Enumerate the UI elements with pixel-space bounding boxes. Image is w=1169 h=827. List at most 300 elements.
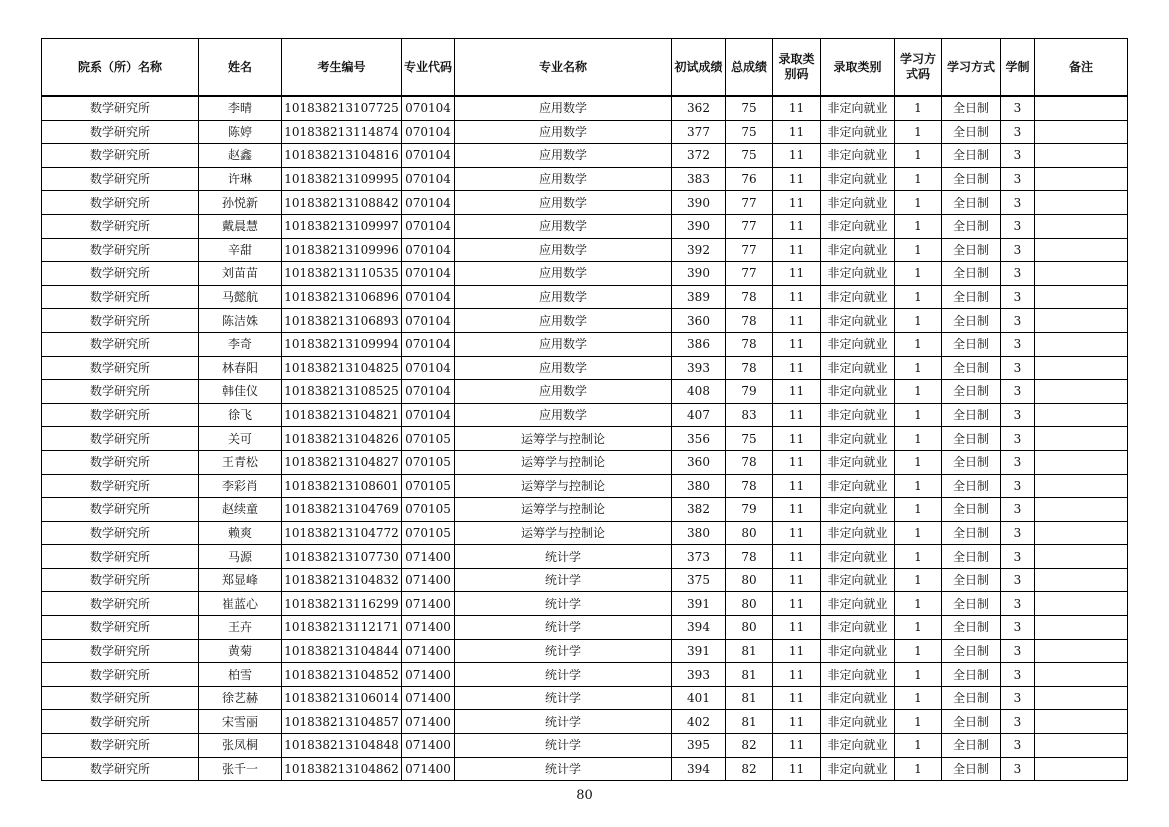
department-cell: 数学研究所 bbox=[42, 332, 199, 356]
study-mode-code-cell: 1 bbox=[895, 167, 942, 191]
candidate-id-cell: 101838213104848 bbox=[282, 734, 402, 758]
candidate-id-cell: 101838213106014 bbox=[282, 686, 402, 710]
total-score-cell: 81 bbox=[726, 686, 773, 710]
duration-cell: 3 bbox=[1001, 191, 1035, 215]
remarks-cell bbox=[1035, 545, 1128, 569]
study-mode-cell: 全日制 bbox=[942, 545, 1001, 569]
major-code-cell: 071400 bbox=[402, 639, 455, 663]
candidate-id-cell: 101838213104844 bbox=[282, 639, 402, 663]
name-cell: 马源 bbox=[199, 545, 282, 569]
study-mode-cell: 全日制 bbox=[942, 285, 1001, 309]
total-score-cell: 76 bbox=[726, 167, 773, 191]
col-header-duration: 学制 bbox=[1001, 39, 1035, 97]
admission-type-cell: 非定向就业 bbox=[821, 96, 895, 120]
major-name-cell: 应用数学 bbox=[455, 144, 672, 168]
department-cell: 数学研究所 bbox=[42, 120, 199, 144]
admission-type-code-cell: 11 bbox=[773, 663, 821, 687]
admission-type-cell: 非定向就业 bbox=[821, 710, 895, 734]
name-cell: 孙悦新 bbox=[199, 191, 282, 215]
total-score-cell: 75 bbox=[726, 427, 773, 451]
major-name-cell: 应用数学 bbox=[455, 262, 672, 286]
major-code-cell: 070104 bbox=[402, 214, 455, 238]
total-score-cell: 75 bbox=[726, 96, 773, 120]
study-mode-cell: 全日制 bbox=[942, 403, 1001, 427]
admission-type-cell: 非定向就业 bbox=[821, 380, 895, 404]
col-header-candidate-id: 考生编号 bbox=[282, 39, 402, 97]
admission-type-cell: 非定向就业 bbox=[821, 616, 895, 640]
admission-type-cell: 非定向就业 bbox=[821, 144, 895, 168]
major-name-cell: 统计学 bbox=[455, 663, 672, 687]
total-score-cell: 80 bbox=[726, 616, 773, 640]
admission-type-code-cell: 11 bbox=[773, 238, 821, 262]
duration-cell: 3 bbox=[1001, 545, 1035, 569]
duration-cell: 3 bbox=[1001, 450, 1035, 474]
study-mode-code-cell: 1 bbox=[895, 521, 942, 545]
duration-cell: 3 bbox=[1001, 521, 1035, 545]
total-score-cell: 77 bbox=[726, 214, 773, 238]
remarks-cell bbox=[1035, 616, 1128, 640]
remarks-cell bbox=[1035, 191, 1128, 215]
study-mode-cell: 全日制 bbox=[942, 592, 1001, 616]
admission-type-cell: 非定向就业 bbox=[821, 309, 895, 333]
major-name-cell: 运筹学与控制论 bbox=[455, 521, 672, 545]
table-row bbox=[42, 734, 1128, 758]
duration-cell: 3 bbox=[1001, 144, 1035, 168]
department-cell: 数学研究所 bbox=[42, 639, 199, 663]
admission-type-cell: 非定向就业 bbox=[821, 474, 895, 498]
admission-type-cell: 非定向就业 bbox=[821, 568, 895, 592]
table-row bbox=[42, 120, 1128, 144]
study-mode-cell: 全日制 bbox=[942, 144, 1001, 168]
remarks-cell bbox=[1035, 120, 1128, 144]
candidate-id-cell: 101838213104816 bbox=[282, 144, 402, 168]
initial-score-cell: 375 bbox=[672, 568, 726, 592]
duration-cell: 3 bbox=[1001, 380, 1035, 404]
admission-type-code-cell: 11 bbox=[773, 380, 821, 404]
major-name-cell: 统计学 bbox=[455, 616, 672, 640]
name-cell: 马懿航 bbox=[199, 285, 282, 309]
page-number: 80 bbox=[576, 788, 593, 803]
admission-type-code-cell: 11 bbox=[773, 403, 821, 427]
col-header-major-name: 专业名称 bbox=[455, 39, 672, 97]
remarks-cell bbox=[1035, 474, 1128, 498]
study-mode-cell: 全日制 bbox=[942, 498, 1001, 522]
major-name-cell: 应用数学 bbox=[455, 120, 672, 144]
name-cell: 陈婷 bbox=[199, 120, 282, 144]
duration-cell: 3 bbox=[1001, 167, 1035, 191]
study-mode-code-cell: 1 bbox=[895, 734, 942, 758]
duration-cell: 3 bbox=[1001, 616, 1035, 640]
total-score-cell: 78 bbox=[726, 474, 773, 498]
candidate-id-cell: 101838213104832 bbox=[282, 568, 402, 592]
major-name-cell: 统计学 bbox=[455, 592, 672, 616]
admission-type-code-cell: 11 bbox=[773, 262, 821, 286]
remarks-cell bbox=[1035, 356, 1128, 380]
admission-type-code-cell: 11 bbox=[773, 120, 821, 144]
admission-type-cell: 非定向就业 bbox=[821, 757, 895, 781]
major-code-cell: 070105 bbox=[402, 521, 455, 545]
department-cell: 数学研究所 bbox=[42, 663, 199, 687]
department-cell: 数学研究所 bbox=[42, 474, 199, 498]
study-mode-cell: 全日制 bbox=[942, 309, 1001, 333]
remarks-cell bbox=[1035, 498, 1128, 522]
name-cell: 柏雪 bbox=[199, 663, 282, 687]
remarks-cell bbox=[1035, 710, 1128, 734]
study-mode-cell: 全日制 bbox=[942, 474, 1001, 498]
major-name-cell: 运筹学与控制论 bbox=[455, 498, 672, 522]
major-name-cell: 统计学 bbox=[455, 734, 672, 758]
major-name-cell: 统计学 bbox=[455, 757, 672, 781]
table-row bbox=[42, 285, 1128, 309]
department-cell: 数学研究所 bbox=[42, 238, 199, 262]
admission-type-code-cell: 11 bbox=[773, 450, 821, 474]
study-mode-cell: 全日制 bbox=[942, 332, 1001, 356]
table-row bbox=[42, 427, 1128, 451]
candidate-id-cell: 101838213104827 bbox=[282, 450, 402, 474]
duration-cell: 3 bbox=[1001, 474, 1035, 498]
study-mode-code-cell: 1 bbox=[895, 309, 942, 333]
major-name-cell: 应用数学 bbox=[455, 309, 672, 333]
remarks-cell bbox=[1035, 96, 1128, 120]
study-mode-code-cell: 1 bbox=[895, 757, 942, 781]
duration-cell: 3 bbox=[1001, 710, 1035, 734]
major-name-cell: 统计学 bbox=[455, 639, 672, 663]
table-row bbox=[42, 592, 1128, 616]
major-name-cell: 统计学 bbox=[455, 710, 672, 734]
duration-cell: 3 bbox=[1001, 262, 1035, 286]
department-cell: 数学研究所 bbox=[42, 592, 199, 616]
admission-table bbox=[41, 38, 1128, 781]
admission-type-cell: 非定向就业 bbox=[821, 167, 895, 191]
initial-score-cell: 356 bbox=[672, 427, 726, 451]
major-code-cell: 070105 bbox=[402, 498, 455, 522]
name-cell: 赵续童 bbox=[199, 498, 282, 522]
table-row bbox=[42, 663, 1128, 687]
study-mode-code-cell: 1 bbox=[895, 592, 942, 616]
total-score-cell: 78 bbox=[726, 356, 773, 380]
total-score-cell: 77 bbox=[726, 238, 773, 262]
major-code-cell: 070104 bbox=[402, 262, 455, 286]
study-mode-code-cell: 1 bbox=[895, 262, 942, 286]
major-code-cell: 071400 bbox=[402, 663, 455, 687]
initial-score-cell: 393 bbox=[672, 356, 726, 380]
initial-score-cell: 373 bbox=[672, 545, 726, 569]
total-score-cell: 77 bbox=[726, 191, 773, 215]
major-code-cell: 071400 bbox=[402, 757, 455, 781]
table-row bbox=[42, 356, 1128, 380]
admission-type-cell: 非定向就业 bbox=[821, 238, 895, 262]
study-mode-cell: 全日制 bbox=[942, 380, 1001, 404]
major-code-cell: 070104 bbox=[402, 144, 455, 168]
remarks-cell bbox=[1035, 757, 1128, 781]
admission-type-code-cell: 11 bbox=[773, 734, 821, 758]
total-score-cell: 82 bbox=[726, 734, 773, 758]
remarks-cell bbox=[1035, 262, 1128, 286]
duration-cell: 3 bbox=[1001, 120, 1035, 144]
department-cell: 数学研究所 bbox=[42, 521, 199, 545]
col-header-study-mode: 学习方式 bbox=[942, 39, 1001, 97]
study-mode-cell: 全日制 bbox=[942, 238, 1001, 262]
remarks-cell bbox=[1035, 309, 1128, 333]
major-name-cell: 应用数学 bbox=[455, 191, 672, 215]
remarks-cell bbox=[1035, 734, 1128, 758]
col-header-admission-type: 录取类别 bbox=[821, 39, 895, 97]
major-name-cell: 运筹学与控制论 bbox=[455, 427, 672, 451]
duration-cell: 3 bbox=[1001, 686, 1035, 710]
admission-type-cell: 非定向就业 bbox=[821, 545, 895, 569]
admission-type-code-cell: 11 bbox=[773, 167, 821, 191]
candidate-id-cell: 101838213104825 bbox=[282, 356, 402, 380]
study-mode-cell: 全日制 bbox=[942, 191, 1001, 215]
col-header-name: 姓名 bbox=[199, 39, 282, 97]
candidate-id-cell: 101838213108842 bbox=[282, 191, 402, 215]
study-mode-code-cell: 1 bbox=[895, 639, 942, 663]
major-code-cell: 070105 bbox=[402, 427, 455, 451]
candidate-id-cell: 101838213109996 bbox=[282, 238, 402, 262]
table-row bbox=[42, 380, 1128, 404]
study-mode-code-cell: 1 bbox=[895, 214, 942, 238]
major-code-cell: 070105 bbox=[402, 450, 455, 474]
major-name-cell: 运筹学与控制论 bbox=[455, 474, 672, 498]
name-cell: 徐飞 bbox=[199, 403, 282, 427]
candidate-id-cell: 101838213109994 bbox=[282, 332, 402, 356]
department-cell: 数学研究所 bbox=[42, 167, 199, 191]
initial-score-cell: 382 bbox=[672, 498, 726, 522]
admission-type-code-cell: 11 bbox=[773, 521, 821, 545]
major-code-cell: 070104 bbox=[402, 96, 455, 120]
remarks-cell bbox=[1035, 167, 1128, 191]
initial-score-cell: 390 bbox=[672, 214, 726, 238]
study-mode-cell: 全日制 bbox=[942, 120, 1001, 144]
col-header-remarks: 备注 bbox=[1035, 39, 1128, 97]
name-cell: 关可 bbox=[199, 427, 282, 451]
initial-score-cell: 389 bbox=[672, 285, 726, 309]
admission-type-code-cell: 11 bbox=[773, 498, 821, 522]
study-mode-code-cell: 1 bbox=[895, 356, 942, 380]
candidate-id-cell: 101838213106893 bbox=[282, 309, 402, 333]
study-mode-code-cell: 1 bbox=[895, 285, 942, 309]
department-cell: 数学研究所 bbox=[42, 427, 199, 451]
department-cell: 数学研究所 bbox=[42, 285, 199, 309]
major-code-cell: 070104 bbox=[402, 120, 455, 144]
candidate-id-cell: 101838213104821 bbox=[282, 403, 402, 427]
total-score-cell: 78 bbox=[726, 545, 773, 569]
admission-type-code-cell: 11 bbox=[773, 144, 821, 168]
name-cell: 崔蓝心 bbox=[199, 592, 282, 616]
study-mode-code-cell: 1 bbox=[895, 144, 942, 168]
study-mode-code-cell: 1 bbox=[895, 450, 942, 474]
table-row bbox=[42, 309, 1128, 333]
name-cell: 宋雪丽 bbox=[199, 710, 282, 734]
major-name-cell: 统计学 bbox=[455, 545, 672, 569]
study-mode-code-cell: 1 bbox=[895, 427, 942, 451]
major-name-cell: 应用数学 bbox=[455, 332, 672, 356]
table-row bbox=[42, 710, 1128, 734]
study-mode-code-cell: 1 bbox=[895, 710, 942, 734]
header-row bbox=[42, 39, 1128, 97]
name-cell: 黄菊 bbox=[199, 639, 282, 663]
total-score-cell: 81 bbox=[726, 663, 773, 687]
remarks-cell bbox=[1035, 380, 1128, 404]
admission-type-code-cell: 11 bbox=[773, 427, 821, 451]
admission-type-cell: 非定向就业 bbox=[821, 686, 895, 710]
initial-score-cell: 362 bbox=[672, 96, 726, 120]
department-cell: 数学研究所 bbox=[42, 545, 199, 569]
admission-type-cell: 非定向就业 bbox=[821, 356, 895, 380]
admission-type-cell: 非定向就业 bbox=[821, 285, 895, 309]
study-mode-cell: 全日制 bbox=[942, 568, 1001, 592]
candidate-id-cell: 101838213114874 bbox=[282, 120, 402, 144]
department-cell: 数学研究所 bbox=[42, 616, 199, 640]
remarks-cell bbox=[1035, 450, 1128, 474]
major-name-cell: 应用数学 bbox=[455, 238, 672, 262]
department-cell: 数学研究所 bbox=[42, 710, 199, 734]
department-cell: 数学研究所 bbox=[42, 568, 199, 592]
study-mode-code-cell: 1 bbox=[895, 191, 942, 215]
remarks-cell bbox=[1035, 144, 1128, 168]
study-mode-cell: 全日制 bbox=[942, 96, 1001, 120]
col-header-total-score: 总成绩 bbox=[726, 39, 773, 97]
major-code-cell: 071400 bbox=[402, 710, 455, 734]
candidate-id-cell: 101838213106896 bbox=[282, 285, 402, 309]
major-code-cell: 071400 bbox=[402, 734, 455, 758]
department-cell: 数学研究所 bbox=[42, 734, 199, 758]
name-cell: 赵鑫 bbox=[199, 144, 282, 168]
table-row bbox=[42, 262, 1128, 286]
admission-type-code-cell: 11 bbox=[773, 568, 821, 592]
candidate-id-cell: 101838213110535 bbox=[282, 262, 402, 286]
table-row bbox=[42, 521, 1128, 545]
admission-type-cell: 非定向就业 bbox=[821, 214, 895, 238]
major-name-cell: 运筹学与控制论 bbox=[455, 450, 672, 474]
study-mode-cell: 全日制 bbox=[942, 734, 1001, 758]
duration-cell: 3 bbox=[1001, 498, 1035, 522]
remarks-cell bbox=[1035, 427, 1128, 451]
remarks-cell bbox=[1035, 663, 1128, 687]
admission-type-code-cell: 11 bbox=[773, 757, 821, 781]
admission-type-cell: 非定向就业 bbox=[821, 332, 895, 356]
table-row bbox=[42, 144, 1128, 168]
department-cell: 数学研究所 bbox=[42, 356, 199, 380]
table-row bbox=[42, 191, 1128, 215]
name-cell: 李彩肖 bbox=[199, 474, 282, 498]
study-mode-code-cell: 1 bbox=[895, 568, 942, 592]
total-score-cell: 78 bbox=[726, 285, 773, 309]
candidate-id-cell: 101838213109997 bbox=[282, 214, 402, 238]
name-cell: 许琳 bbox=[199, 167, 282, 191]
admission-type-cell: 非定向就业 bbox=[821, 521, 895, 545]
candidate-id-cell: 101838213104826 bbox=[282, 427, 402, 451]
total-score-cell: 78 bbox=[726, 450, 773, 474]
total-score-cell: 80 bbox=[726, 568, 773, 592]
admission-type-code-cell: 11 bbox=[773, 592, 821, 616]
study-mode-code-cell: 1 bbox=[895, 616, 942, 640]
initial-score-cell: 393 bbox=[672, 663, 726, 687]
candidate-id-cell: 101838213104852 bbox=[282, 663, 402, 687]
department-cell: 数学研究所 bbox=[42, 403, 199, 427]
major-code-cell: 070105 bbox=[402, 474, 455, 498]
initial-score-cell: 392 bbox=[672, 238, 726, 262]
remarks-cell bbox=[1035, 214, 1128, 238]
department-cell: 数学研究所 bbox=[42, 450, 199, 474]
study-mode-code-cell: 1 bbox=[895, 545, 942, 569]
total-score-cell: 80 bbox=[726, 592, 773, 616]
name-cell: 郑显峰 bbox=[199, 568, 282, 592]
admission-type-code-cell: 11 bbox=[773, 332, 821, 356]
department-cell: 数学研究所 bbox=[42, 498, 199, 522]
remarks-cell bbox=[1035, 285, 1128, 309]
study-mode-cell: 全日制 bbox=[942, 710, 1001, 734]
candidate-id-cell: 101838213116299 bbox=[282, 592, 402, 616]
name-cell: 张凤桐 bbox=[199, 734, 282, 758]
total-score-cell: 79 bbox=[726, 498, 773, 522]
admission-type-cell: 非定向就业 bbox=[821, 592, 895, 616]
initial-score-cell: 386 bbox=[672, 332, 726, 356]
study-mode-cell: 全日制 bbox=[942, 450, 1001, 474]
major-code-cell: 070104 bbox=[402, 332, 455, 356]
department-cell: 数学研究所 bbox=[42, 757, 199, 781]
remarks-cell bbox=[1035, 568, 1128, 592]
table-row bbox=[42, 332, 1128, 356]
table-row bbox=[42, 686, 1128, 710]
total-score-cell: 75 bbox=[726, 144, 773, 168]
duration-cell: 3 bbox=[1001, 757, 1035, 781]
duration-cell: 3 bbox=[1001, 309, 1035, 333]
study-mode-cell: 全日制 bbox=[942, 686, 1001, 710]
department-cell: 数学研究所 bbox=[42, 191, 199, 215]
table-row bbox=[42, 498, 1128, 522]
admission-type-code-cell: 11 bbox=[773, 686, 821, 710]
study-mode-cell: 全日制 bbox=[942, 616, 1001, 640]
major-code-cell: 070104 bbox=[402, 403, 455, 427]
admission-type-code-cell: 11 bbox=[773, 545, 821, 569]
table-row bbox=[42, 474, 1128, 498]
col-header-department: 院系（所）名称 bbox=[42, 39, 199, 97]
duration-cell: 3 bbox=[1001, 663, 1035, 687]
major-code-cell: 070104 bbox=[402, 356, 455, 380]
admission-type-cell: 非定向就业 bbox=[821, 427, 895, 451]
initial-score-cell: 402 bbox=[672, 710, 726, 734]
study-mode-code-cell: 1 bbox=[895, 663, 942, 687]
major-name-cell: 统计学 bbox=[455, 568, 672, 592]
total-score-cell: 81 bbox=[726, 710, 773, 734]
study-mode-code-cell: 1 bbox=[895, 332, 942, 356]
department-cell: 数学研究所 bbox=[42, 214, 199, 238]
initial-score-cell: 360 bbox=[672, 309, 726, 333]
major-name-cell: 应用数学 bbox=[455, 96, 672, 120]
admission-type-code-cell: 11 bbox=[773, 710, 821, 734]
admission-type-cell: 非定向就业 bbox=[821, 191, 895, 215]
name-cell: 王青松 bbox=[199, 450, 282, 474]
candidate-id-cell: 101838213107725 bbox=[282, 96, 402, 120]
major-code-cell: 070104 bbox=[402, 191, 455, 215]
study-mode-cell: 全日制 bbox=[942, 663, 1001, 687]
admission-type-code-cell: 11 bbox=[773, 356, 821, 380]
table-row bbox=[42, 757, 1128, 781]
admission-type-code-cell: 11 bbox=[773, 191, 821, 215]
admission-type-cell: 非定向就业 bbox=[821, 262, 895, 286]
name-cell: 李晴 bbox=[199, 96, 282, 120]
admission-type-cell: 非定向就业 bbox=[821, 403, 895, 427]
col-header-admission-type-code: 录取类别码 bbox=[773, 39, 821, 97]
admission-type-cell: 非定向就业 bbox=[821, 120, 895, 144]
admission-type-code-cell: 11 bbox=[773, 309, 821, 333]
candidate-id-cell: 101838213109995 bbox=[282, 167, 402, 191]
total-score-cell: 79 bbox=[726, 380, 773, 404]
department-cell: 数学研究所 bbox=[42, 380, 199, 404]
table-row bbox=[42, 403, 1128, 427]
initial-score-cell: 407 bbox=[672, 403, 726, 427]
